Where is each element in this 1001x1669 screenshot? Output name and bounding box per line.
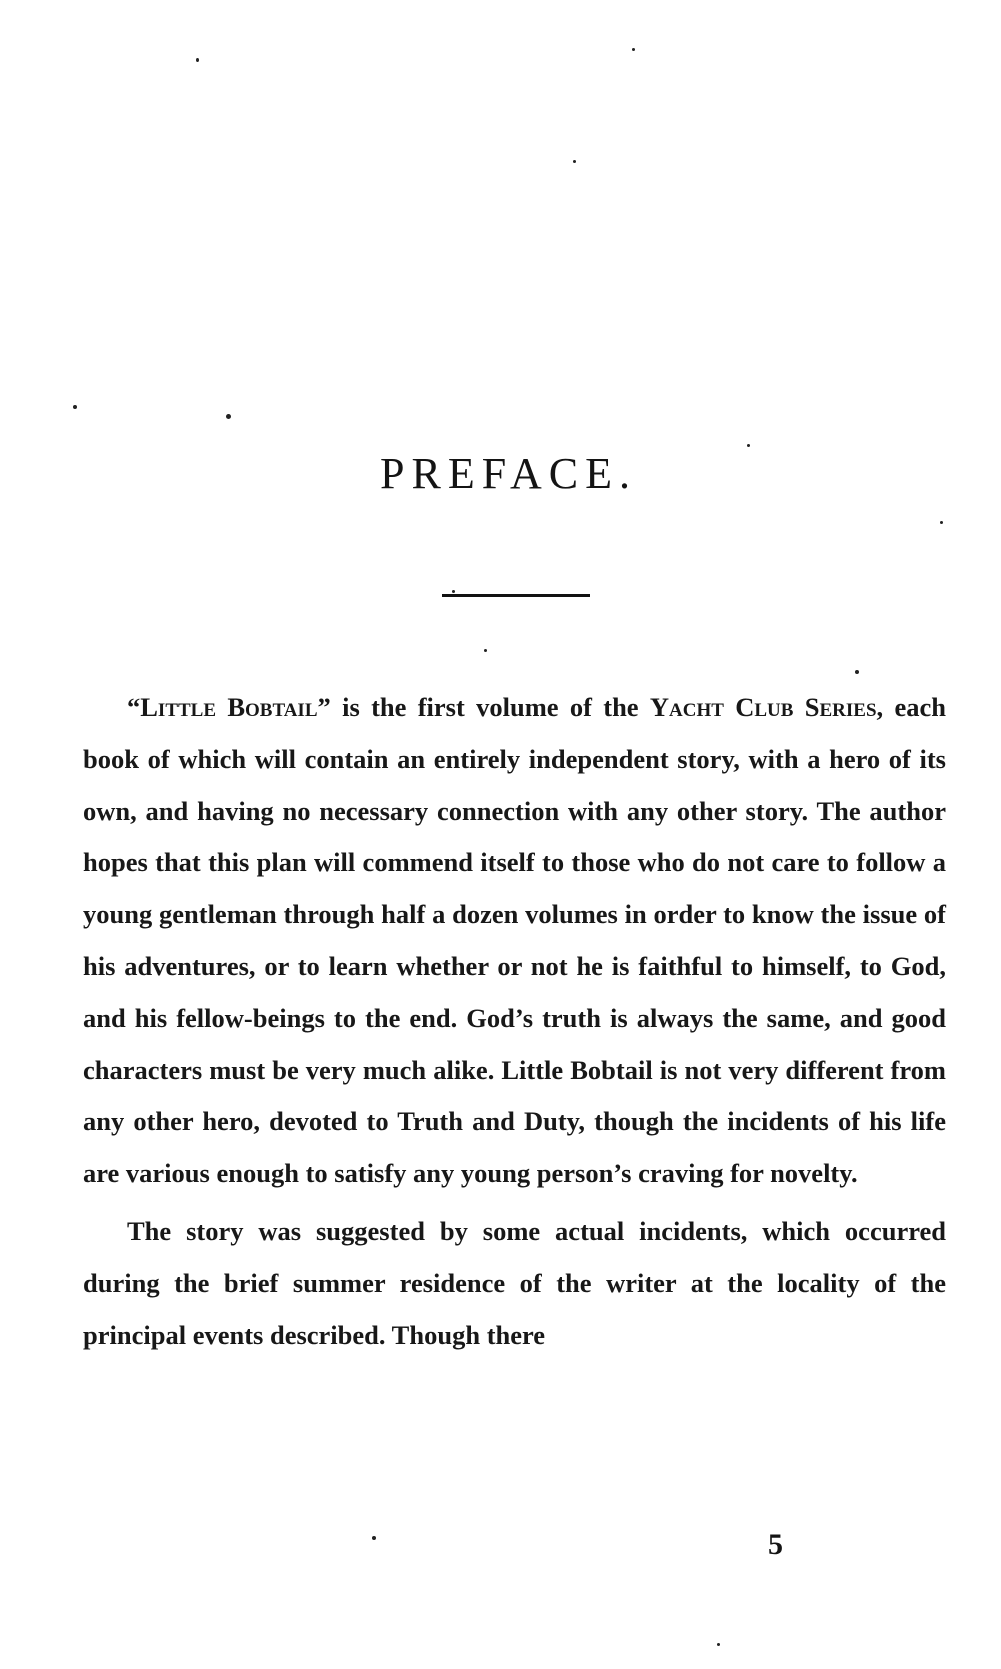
preface-body: [83, 682, 946, 1361]
print-speck: [452, 590, 455, 593]
page-number: 5: [768, 1528, 783, 1561]
print-speck: [372, 1536, 376, 1540]
title-rule: [442, 594, 590, 597]
print-speck: [573, 160, 576, 163]
print-speck: [717, 1643, 720, 1646]
series-name: Yacht Club Series: [649, 692, 877, 722]
paragraph-2: The story was suggested by some actual incidents, which occurred during the brief summer residence of the writer at the locality of the principal events described. Though there: [83, 1215, 946, 1350]
text-segment: ” is the first volume of the: [317, 692, 650, 722]
print-speck: [940, 521, 943, 524]
print-speck: [226, 414, 231, 419]
print-speck: [855, 670, 859, 674]
print-speck: [73, 405, 77, 409]
print-speck: [747, 444, 750, 447]
book-title: Little Bobtail: [140, 692, 318, 722]
print-speck: [632, 48, 635, 51]
print-speck: [196, 58, 199, 62]
text-segment: , each book of which will contain an entirely independent story, with a hero of its own, and having no necessary connection with any other story. The author hopes that this plan will commend itself to those who do not care to follow a young gentleman through half a dozen volumes in order to know the issue of his adventures, or to learn whether or not he is faithful to himself, to God, and his fellow-beings to the end. God’s truth is always the same, and good characters must be very much alike. Little Bobtail is not very different from any other hero, devoted to Truth and Duty, though the incidents of his life are various enough to satisfy any young person’s craving for novelty.: [83, 692, 946, 1189]
paragraph-1: [83, 682, 946, 1200]
open-quote: “: [127, 692, 141, 722]
page-title: PREFACE.: [380, 449, 637, 498]
print-speck: [484, 649, 487, 652]
